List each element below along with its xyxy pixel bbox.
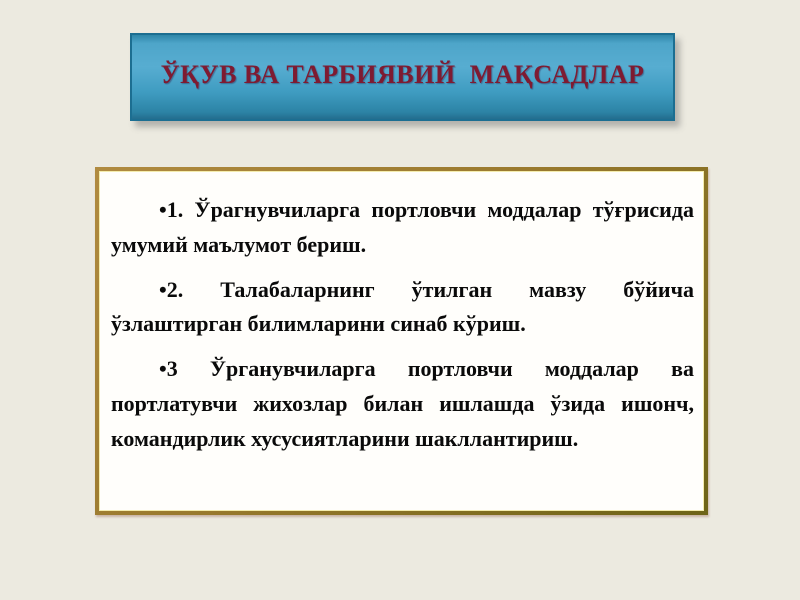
objective-paragraph-2: •2. Талабаларнинг ўтилган мавзу бўйича ўзлаштирган билимларини синаб кўриш. xyxy=(111,276,694,337)
objective-paragraph-1: •1. Ўрагнувчиларга портловчи моддалар тўғрисида умумий маълумот бериш. xyxy=(111,197,694,257)
title-banner xyxy=(130,33,675,121)
slide-title: ЎҚУВ ВА ТАРБИЯВИЙ МАҚСАДЛАР xyxy=(160,60,645,89)
objective-paragraph-3: •3 Ўрганувчиларга портловчи моддалар ва портлатувчи жихозлар билан ишлашда ўзида ишонч, командирлик хусусиятларини шакллантириш. xyxy=(111,356,694,451)
objectives-box xyxy=(95,167,708,515)
